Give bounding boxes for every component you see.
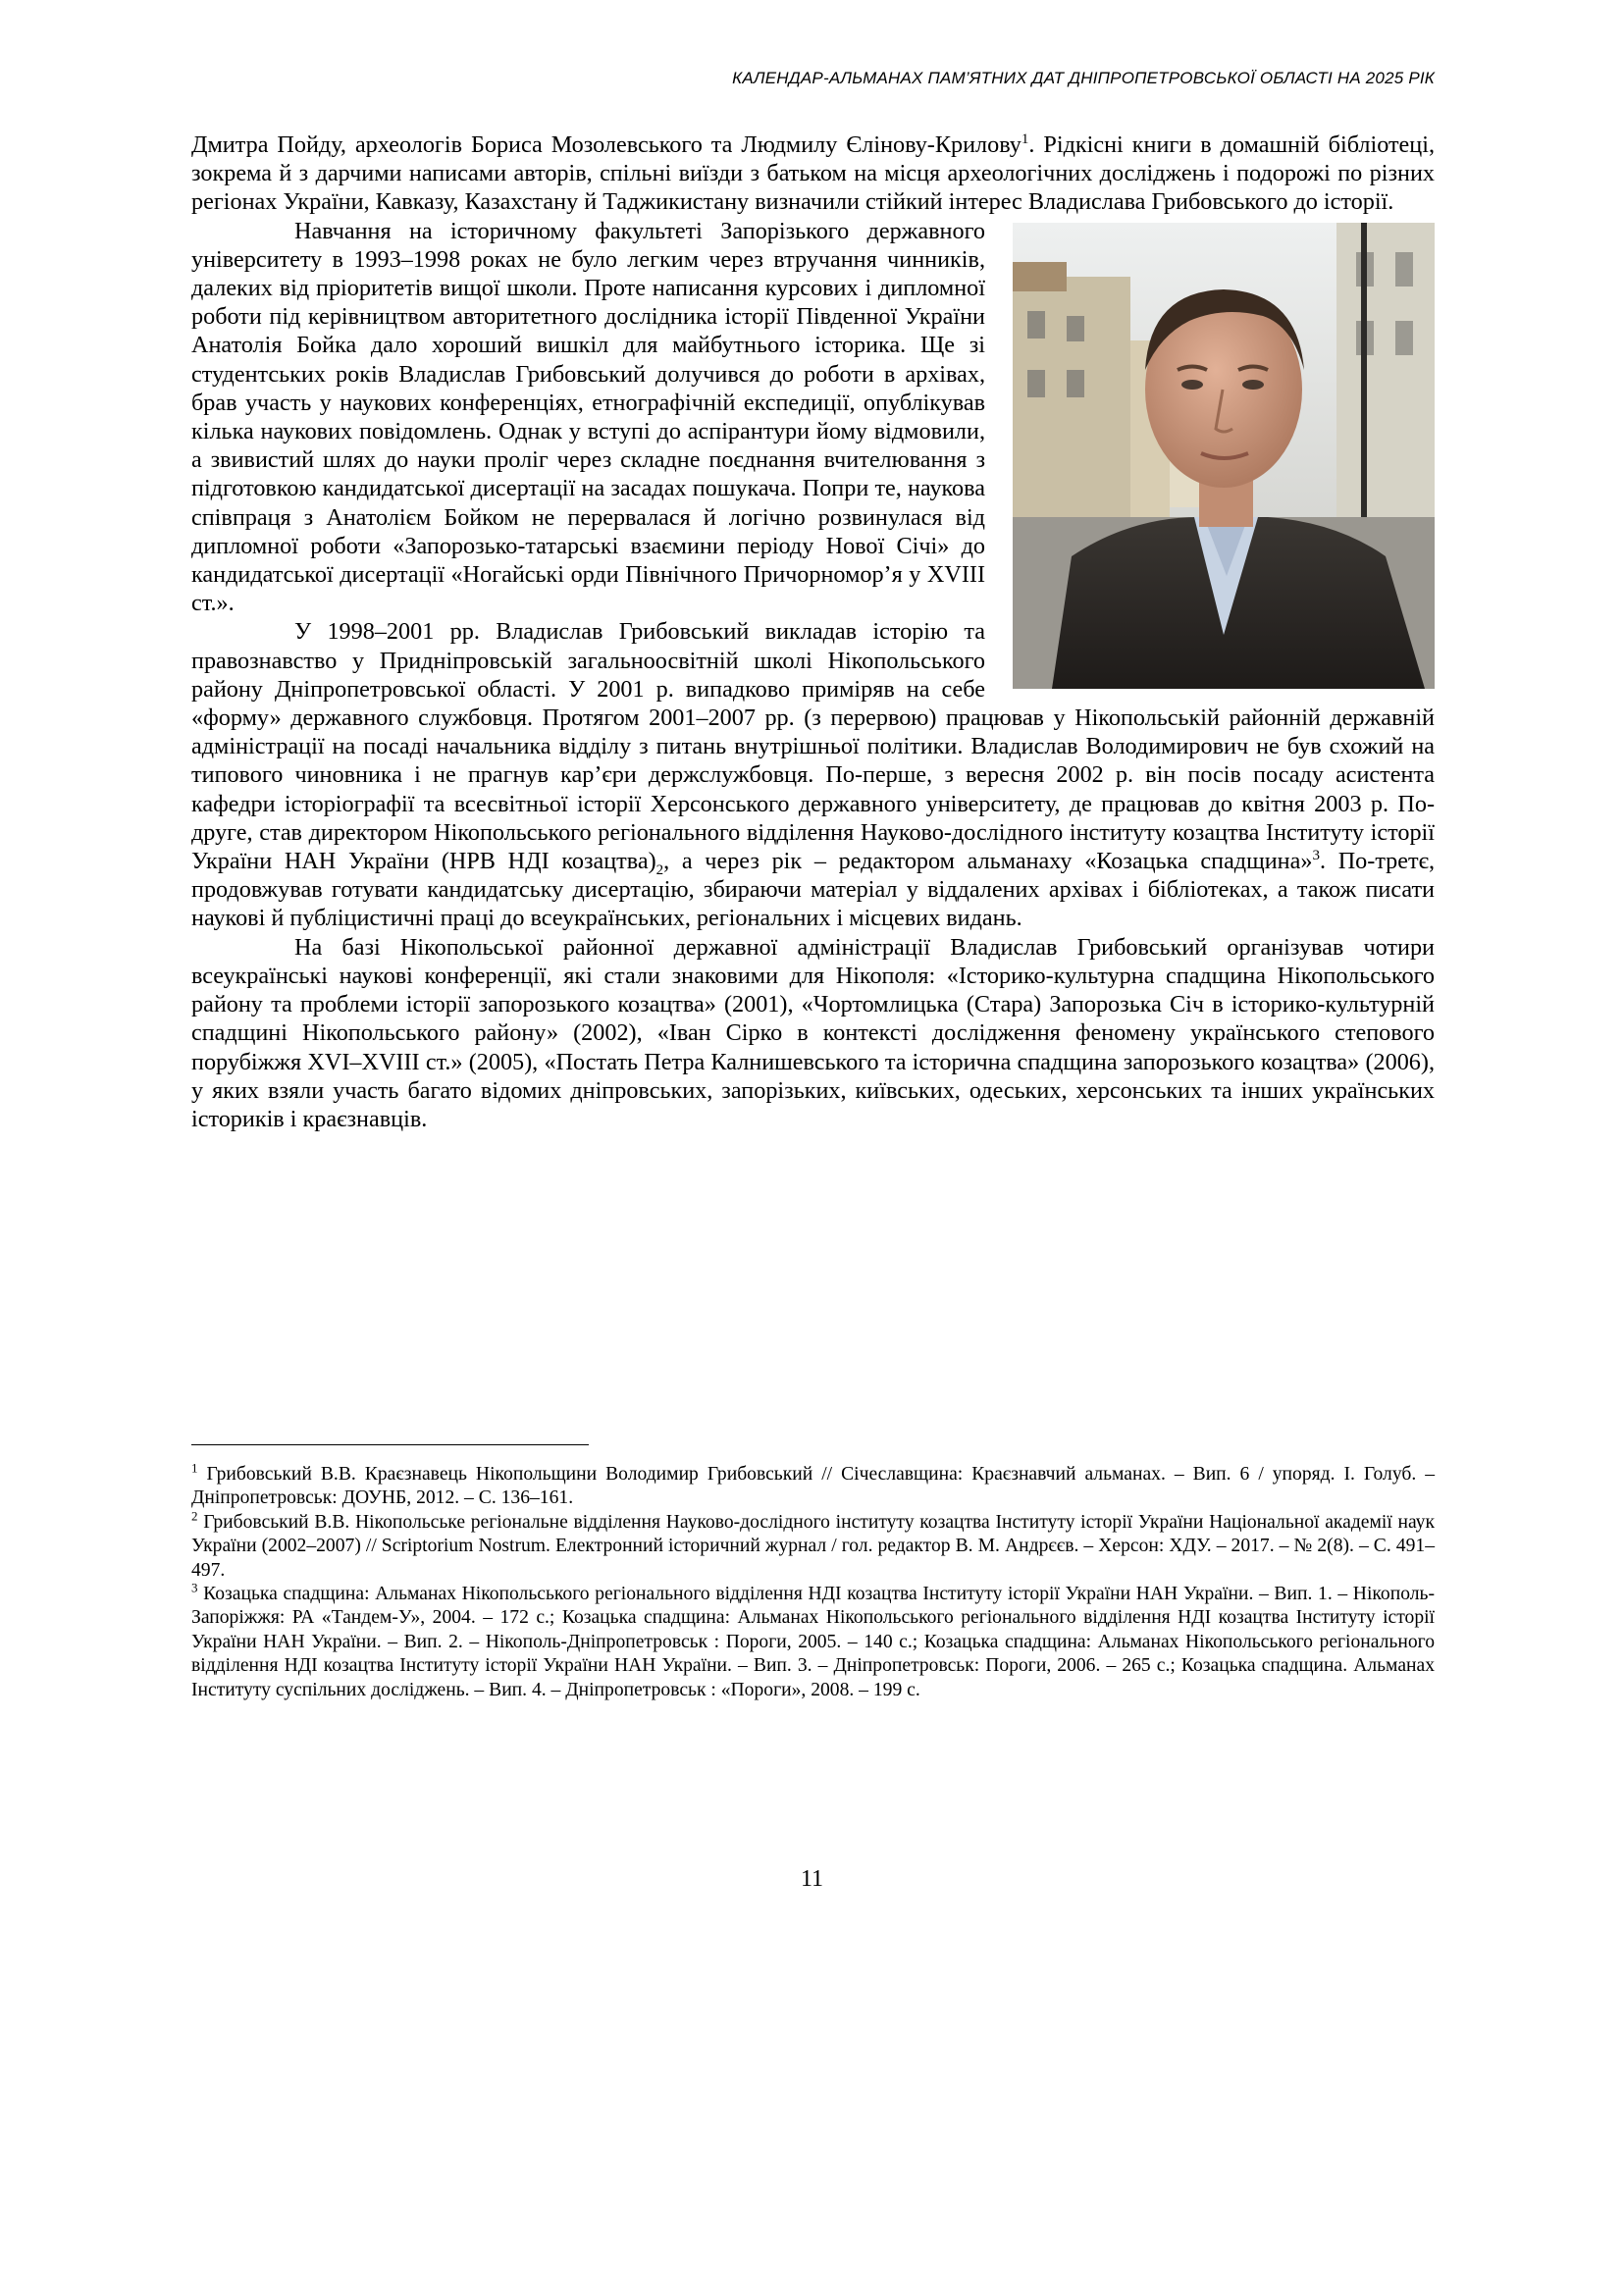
- footnote-3: [191, 1580, 1435, 1702]
- paragraph-4: На базі Нікопольської районної державної адміністрації Владислав Грибовський організував чотири всеукраїнські наукові конференції, які стали знаковими для Нікополя: «Історико-культурна спадщина Нікопольського району та проблеми історії запорозького козацтва» (2001), «Чортомлицька (Стара) Запорозька Січ в історико-культурній спадщині Нікопольського району» (2002), «Іван Сірко в контексті дослідження феномену українського степового порубіжжя XVI–XVIII ст.» (2005), «Постать Петра Калнишевського та історична спадщина запорозького козацтва» (2006), у яких взяли участь багато відомих дніпровських, запорізьких, київських, одеських, херсонських та інших українських істориків і краєзнавців.: [191, 933, 1435, 1132]
- footnote-1: [191, 1460, 1435, 1511]
- page-number: 11: [800, 1866, 824, 1892]
- paragraph-1-text: Дмитра Пойду, археологів Бориса Мозолевського та Людмилу Єлінову-Крилову: [191, 131, 1022, 158]
- footnote-text: Козацька спадщина: Альманах Нікопольського регіонального відділення НДІ козацтва Інституту історії України НАН України. – Вип. 1. – Нікополь-Запоріжжя: РА «Тандем-У», 2004. – 172 с.; Козацька спадщина: Альманах Нікопольського регіонального відділення НДІ козацтва Інституту історії України НАН України. – Вип. 2. – Нікополь-Дніпропетровськ : Пороги, 2005. – 140 с.; Козацька спадщина: Альманах Нікопольського регіонального відділення НДІ козацтва Інституту історії України НАН України. – Вип. 3. – Дніпропетровськ: Пороги, 2006. – 265 с.; Козацька спадщина. Альманах Інституту суспільних досліджень. – Вип. 4. – Дніпропетровськ : «Пороги», 2008. – 199 с.: [191, 1584, 1435, 1700]
- footnotes: [191, 1460, 1435, 1702]
- paragraph-2: Навчання на історичному факультеті Запорізького державного університету в 1993–1998 роках не було легким через втручання чинників, далеких від пріоритетів вищої школи. Проте написання курсових і дипломної роботи під керівництвом авторитетного дослідника історії Південної України Анатолія Бойка дало хороший вишкіл для майбутнього історика. Ще зі студентських років Владислав Грибовський долучився до роботи в архівах, брав участь у наукових конференціях, етнографічній експедиції, опублікував кілька наукових повідомлень. Однак у вступі до аспірантури йому відмовили, а звивистий шлях до науки проліг через складне поєднання вчителювання з підготовкою кандидатської дисертації на засадах пошукача. Попри те, наукова співпраця з Анатолієм Бойком не перервалася й логічно розвинулася від дипломної роботи «Запорозько-татарські взаємини періоду Нової Січі» до кандидатської дисертації «Ногайські орди Північного Причорномор’я у XVIII ст.».: [191, 217, 985, 617]
- footnote-number: 1: [191, 1460, 198, 1476]
- footnote-number: 3: [191, 1580, 198, 1595]
- paragraph-3-text: У 1998–2001 рр. Владислав Грибовський викладав історію та правознавство у Придніпровській загальноосвітній школі Нікопольського району Дніпропетровської області. У 2001 р. випадково приміряв на себе «форму» державного службовця. Протягом 2001–2007 рр. (з перервою) працював у Нікопольській районній державній адміністрації на посаді начальника відділу з питань внутрішньої політики. Владислав Володимирович не був схожий на типового чиновника і не прагнув кар’єри держслужбовця. По-перше, з вересня 2002 р. він посів посаду асистента кафедри історіографії та всесвітньої історії Херсонського державного університету, де працював до квітня 2003 р. По-друге, став директором Нікопольського регіонального відділення Науково-дослідного інституту козацтва Інституту історії України НАН України (НРВ НДІ козацтва): [191, 618, 1435, 875]
- running-header: КАЛЕНДАР-АЛЬМАНАХ ПАМ’ЯТНИХ ДАТ ДНІПРОПЕТРОВСЬКОЇ ОБЛАСТІ НА 2025 РІК: [732, 69, 1435, 87]
- footnote-ref-3: 3: [1312, 848, 1320, 864]
- footnote-2: [191, 1508, 1435, 1583]
- footnote-ref-2: 2: [655, 861, 664, 878]
- main-text: [191, 130, 1435, 1133]
- portrait-photo: [1013, 223, 1435, 689]
- paragraph-3-text-end: . По-третє, продовжував готувати кандидатську дисертацію, збираючи матеріал у віддалених архівах і бібліотеках, а також писати наукові й публіцистичні праці до всеукраїнських, регіональних і місцевих видань.: [191, 848, 1436, 932]
- footnote-ref-1: 1: [1021, 130, 1029, 147]
- paragraph-3-text-middle: , а через рік – редактором альманаху «Козацька спадщина»: [663, 848, 1313, 875]
- paragraph-1-text-end: . Рідкісні книги в домашній бібліотеці, зокрема й з дарчими написами авторів, спільні виїзди з батьком на місця археологічних досліджень і подорожі по різних регіонах України, Кавказу, Казахстану й Таджикистану визначили стійкий інтерес Владислава Грибовського до історії.: [191, 131, 1435, 216]
- footnote-text: Грибовський В.В. Нікопольське регіональне відділення Науково-дослідного інституту козацтва Інституту історії України Національної академії наук України (2002–2007) // Scriptorium Nostrum. Електронний історичний журнал / гол. редактор В. М. Андрєєв. – Херсон: ХДУ. – 2017. – № 2(8). – С. 491–497.: [191, 1511, 1435, 1581]
- footnote-separator: [191, 1444, 589, 1445]
- paragraph-1: [191, 130, 1435, 217]
- footnote-number: 2: [191, 1508, 198, 1524]
- footnote-text: Грибовський В.В. Краєзнавець Нікопольщини Володимир Грибовський // Січеславщина: Краєзнавчий альманах. – Вип. 6 / упоряд. І. Голуб. – Дніпропетровськ: ДОУНБ, 2012. – С. 136–161.: [191, 1464, 1435, 1509]
